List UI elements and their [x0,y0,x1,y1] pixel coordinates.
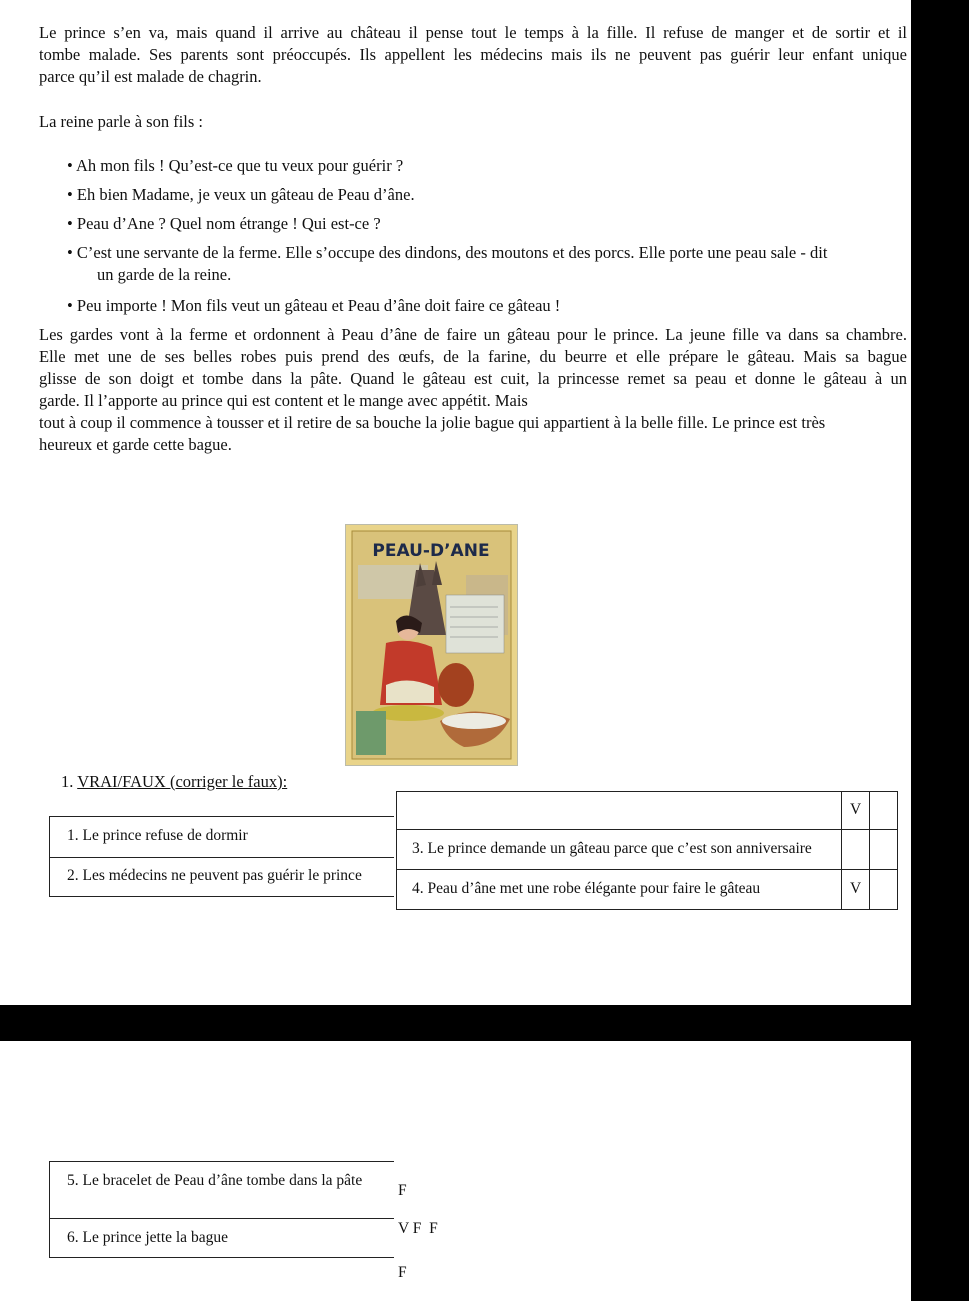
cover-illustration [346,525,517,765]
dialogue-line: • C’est une servante de la ferme. Elle s’occupe des dindons, des moutons et des porcs. Elle porte une peau sale - dit [67,243,828,262]
book-cover-image [345,524,518,766]
table-rule [396,829,898,830]
table-rule [396,869,898,870]
table-rule [897,791,898,909]
text-line: garde. Il l’apporte au prince qui est content et le mange avec appétit. Mais [39,391,528,410]
table-rule [396,791,898,792]
statement-item: 4. Peau d’âne met une robe élégante pour faire le gâteau [412,880,761,897]
dialogue-line: • Peau d’Ane ? Quel nom étrange ! Qui est-ce ? [67,214,381,233]
table-rule [869,791,870,909]
dialogue-line: • Peu importe ! Mon fils veut un gâteau et Peau d’âne doit faire ce gâteau ! [67,296,561,315]
answer-mark: V F F [398,1220,438,1237]
answer-mark: F [398,1182,407,1199]
table-rule [49,857,394,858]
exercise-number: 1. [61,772,74,791]
statement-item: 1. Le prince refuse de dormir [67,827,248,844]
statement-item: 5. Le bracelet de Peau d’âne tombe dans la pâte [67,1172,363,1189]
story-paragraph-2: La reine parle à son fils : [39,112,204,131]
table-rule [841,791,842,909]
table-rule [49,1161,394,1162]
statement-item: 2. Les médecins ne peuvent pas guérir le prince [67,867,362,884]
exercise-title [61,772,287,792]
text-line: tombe malade. Ses parents sont préoccupés. Ils appellent les médecins mais ils ne peuvent pas guérir leur enfant unique [39,45,907,64]
dialogue-line: • Ah mon fils ! Qu’est-ce que tu veux pour guérir ? [67,156,404,175]
text-line: heureux et garde cette bague. [39,435,232,454]
answer-mark: V [850,880,862,897]
text-line: glisse de son doigt et tombe dans la pâte. Quand le gâteau est cuit, la princesse remet sa peau et donne le gâteau à un [39,369,907,388]
document-page-bottom [0,1041,911,1301]
black-separator-band [0,1005,969,1041]
table-rule [49,816,394,817]
table-rule [49,1218,394,1219]
text-line: parce qu’il est malade de chagrin. [39,67,262,86]
table-rule [49,1161,50,1257]
text-line: Elle met une de ses belles robes puis prend des œufs, de la farine, du beurre et elle prépare le gâteau. Mais sa bague [39,347,907,366]
table-rule [396,909,898,910]
statement-item: 6. Le prince jette la bague [67,1229,228,1246]
table-rule [49,1257,394,1258]
text-line: Le prince s’en va, mais quand il arrive au château il pense tout le temps à la fille. Il refuse de manger et de sortir et il [39,23,907,42]
answer-mark: F [398,1264,407,1281]
exercise-heading: VRAI/FAUX (corriger le faux): [77,772,288,791]
table-rule [49,896,394,897]
dialogue-line: un garde de la reine. [97,265,232,284]
dialogue-line: • Eh bien Madame, je veux un gâteau de Peau d’âne. [67,185,415,204]
column-header-vrai: V [850,801,862,818]
story-paragraph-1 [39,22,907,88]
cover-title: PEAU-D’ANE [372,541,490,561]
story-paragraph-3 [39,324,907,456]
table-rule [396,791,397,909]
text-line: Les gardes vont à la ferme et ordonnent à Peau d’âne de faire un gâteau pour le prince. La jeune fille va dans sa chambre. [39,325,907,344]
table-rule [49,816,50,896]
text-line: tout à coup il commence à tousser et il retire de sa bouche la jolie bague qui appartient à la belle fille. Le prince est très [39,413,826,432]
statement-item: 3. Le prince demande un gâteau parce que c’est son anniversaire [412,840,812,857]
